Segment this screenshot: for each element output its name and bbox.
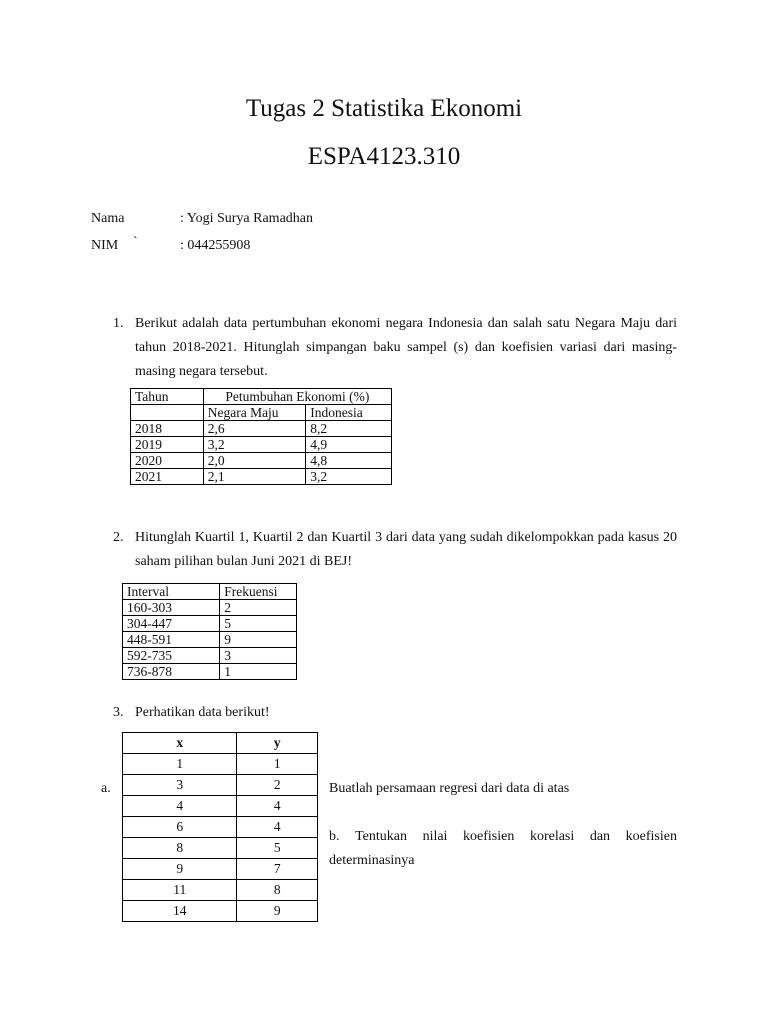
table-cell: 1 xyxy=(123,754,237,775)
table-cell: 4 xyxy=(123,796,237,817)
table-cell: 6 xyxy=(123,817,237,838)
table-cell: 2019 xyxy=(131,437,204,453)
q3-word: koefisien xyxy=(625,829,677,844)
nim-label: NIM xyxy=(91,238,119,253)
table-cell: 3 xyxy=(123,775,237,796)
table-cell: 2,0 xyxy=(203,453,305,469)
course-code: ESPA4123.310 xyxy=(307,143,461,170)
q3-word: koefisien xyxy=(463,829,515,844)
table-cell: 2 xyxy=(237,775,318,796)
table-cell: 3,2 xyxy=(203,437,305,453)
growth-table-header-blank xyxy=(131,405,204,421)
table-cell: 2,6 xyxy=(203,421,305,437)
q3-line-b xyxy=(329,828,677,846)
growth-table-header-indonesia: Indonesia xyxy=(306,405,392,421)
table-cell: 160-303 xyxy=(123,600,220,616)
table-cell: 1 xyxy=(220,664,297,680)
table-row xyxy=(123,901,318,922)
interval-table-header-interval: Interval xyxy=(123,584,220,600)
table-cell: 4,9 xyxy=(306,437,392,453)
table-row xyxy=(123,632,297,648)
table-cell: 736-878 xyxy=(123,664,220,680)
table-cell: 4 xyxy=(237,817,318,838)
table-row xyxy=(123,817,318,838)
table-row xyxy=(123,796,318,817)
table-cell: 8,2 xyxy=(306,421,392,437)
table-cell: 2021 xyxy=(131,469,204,485)
q3-text-a: Buatlah persamaan regresi dari data di atas xyxy=(329,781,570,796)
document-title: Tugas 2 Statistika Ekonomi xyxy=(245,95,523,122)
table-row xyxy=(123,664,297,680)
table-cell: 8 xyxy=(123,838,237,859)
table-row xyxy=(131,469,392,485)
q3-word: dan xyxy=(589,829,611,844)
table-row xyxy=(131,421,392,437)
regression-table-header-x: x xyxy=(123,733,237,754)
q1-text: Berikut adalah data pertumbuhan ekonomi negara Indonesia dan salah satu Negara Maju dari tahun 2018-2021. Hitunglah simpangan baku sampel (s) dan koefisien variasi dari masing-masing negara tersebut. xyxy=(135,316,677,379)
table-row xyxy=(123,616,297,632)
regression-table xyxy=(122,732,318,922)
table-cell: 3,2 xyxy=(306,469,392,485)
q2-text: Hitunglah Kuartil 1, Kuartil 2 dan Kuartil 3 dari data yang sudah dikelompokkan pada kasus 20 saham pilihan bulan Juni 2021 di BEJ! xyxy=(135,530,677,569)
table-cell: 4,8 xyxy=(306,453,392,469)
table-cell: 2020 xyxy=(131,453,204,469)
table-row xyxy=(123,775,318,796)
table-cell: 448-591 xyxy=(123,632,220,648)
table-cell: 8 xyxy=(237,880,318,901)
q2-number: 2. xyxy=(113,530,124,545)
q3-word: Tentukan xyxy=(355,829,407,844)
table-row xyxy=(123,838,318,859)
table-row xyxy=(131,437,392,453)
nim-tick: ` xyxy=(133,235,138,250)
growth-table-header-group: Petumbuhan Ekonomi (%) xyxy=(203,389,391,405)
table-cell: 5 xyxy=(237,838,318,859)
growth-table-header-year: Tahun xyxy=(131,389,204,405)
q3-text: Perhatikan data berikut! xyxy=(135,705,270,720)
q3-label-a: a. xyxy=(101,781,111,796)
table-cell: 11 xyxy=(123,880,237,901)
table-row xyxy=(123,880,318,901)
table-cell: 304-447 xyxy=(123,616,220,632)
regression-table-header-y: y xyxy=(237,733,318,754)
q3-word: korelasi xyxy=(529,829,575,844)
table-row xyxy=(123,754,318,775)
interval-table-header-frequency: Frekuensi xyxy=(220,584,297,600)
table-row xyxy=(131,453,392,469)
table-cell: 4 xyxy=(237,796,318,817)
q3-label-b: b. xyxy=(329,829,340,844)
q3-number: 3. xyxy=(113,705,124,720)
table-cell: 9 xyxy=(123,859,237,880)
table-cell: 3 xyxy=(220,648,297,664)
growth-table-header-developed: Negara Maju xyxy=(203,405,305,421)
table-row xyxy=(123,600,297,616)
table-cell: 9 xyxy=(220,632,297,648)
table-cell: 14 xyxy=(123,901,237,922)
table-cell: 9 xyxy=(237,901,318,922)
table-cell: 592-735 xyxy=(123,648,220,664)
table-cell: 7 xyxy=(237,859,318,880)
growth-table xyxy=(130,388,392,485)
name-label: Nama xyxy=(91,211,125,226)
q1-number: 1. xyxy=(113,316,124,331)
name-value: : Yogi Surya Ramadhan xyxy=(180,211,313,226)
table-row xyxy=(123,859,318,880)
table-cell: 2 xyxy=(220,600,297,616)
q3-text-b-line2: determinasinya xyxy=(329,853,415,868)
table-cell: 1 xyxy=(237,754,318,775)
table-cell: 5 xyxy=(220,616,297,632)
table-cell: 2,1 xyxy=(203,469,305,485)
interval-table xyxy=(122,583,297,680)
table-row xyxy=(123,648,297,664)
table-cell: 2018 xyxy=(131,421,204,437)
q3-word: nilai xyxy=(422,829,448,844)
nim-value: : 044255908 xyxy=(180,238,251,253)
